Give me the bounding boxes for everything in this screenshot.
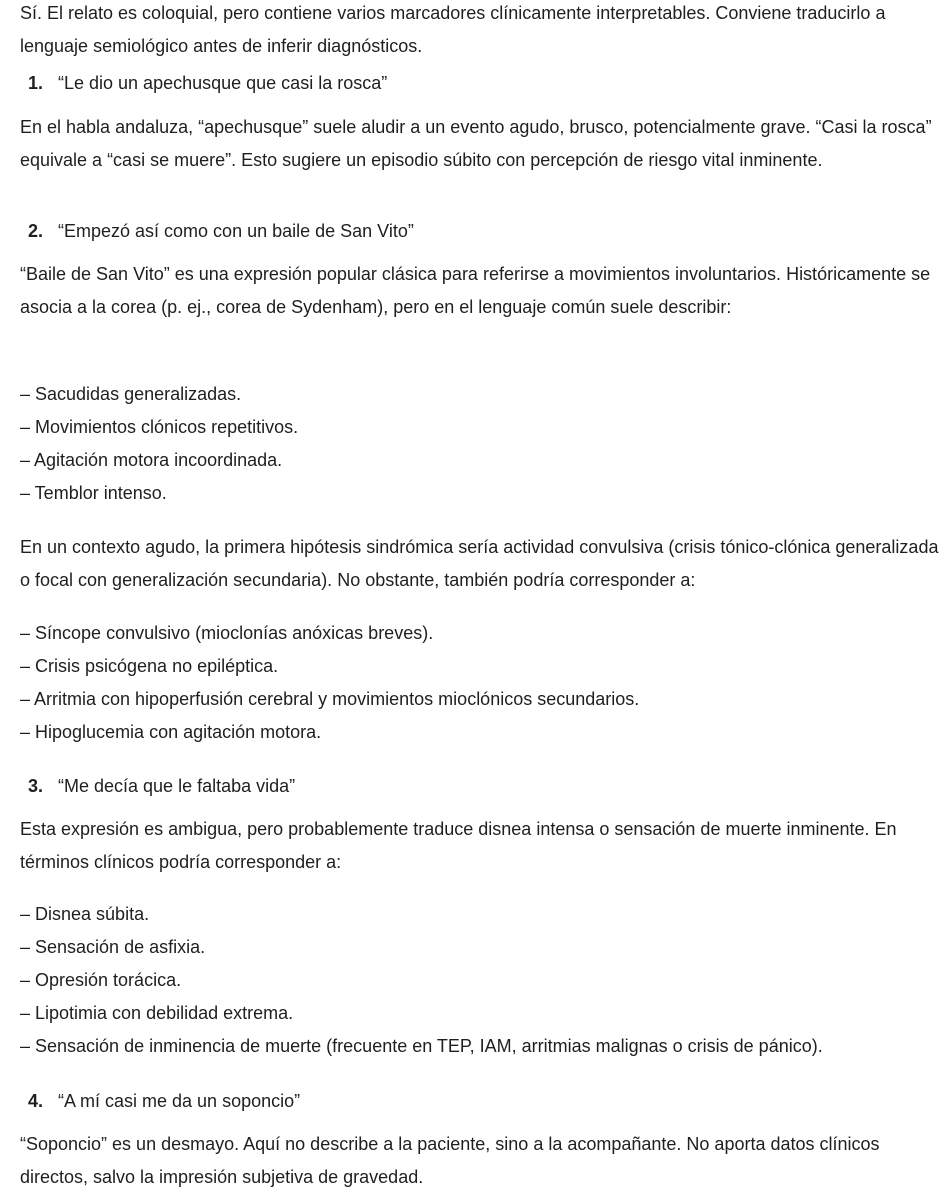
list-item: – Disnea súbita. bbox=[20, 904, 150, 924]
section-3-list-1 bbox=[20, 898, 941, 1063]
list-item: – Agitación motora incoordinada. bbox=[20, 450, 283, 470]
section-2-heading bbox=[28, 215, 414, 248]
section-3-paragraph: Esta expresión es ambigua, pero probablemente traduce disnea intensa o sensación de muerte inminente. En términos clínicos podría corresponder a: bbox=[20, 819, 897, 872]
list-item: – Sensación de asfixia. bbox=[20, 937, 206, 957]
section-2-paragraph: “Baile de San Vito” es una expresión popular clásica para referirse a movimientos involuntarios. Históricamente se asocia a la corea (p. ej., corea de Sydenham), pero en el lenguaje común suele describir: bbox=[20, 264, 931, 317]
list-item: – Hipoglucemia con agitación motora. bbox=[20, 722, 322, 742]
list-item: – Sacudidas generalizadas. bbox=[20, 384, 242, 404]
section-1-number: 1. bbox=[28, 73, 44, 93]
list-item: – Sensación de inminencia de muerte (frecuente en TEP, IAM, arritmias malignas o crisis de pánico). bbox=[20, 1036, 823, 1056]
section-3-number: 3. bbox=[28, 776, 44, 796]
section-4-paragraph-block bbox=[20, 1128, 941, 1194]
section-3-quote: “Me decía que le faltaba vida” bbox=[58, 776, 296, 796]
list-item: – Crisis psicógena no epiléptica. bbox=[20, 656, 279, 676]
section-2-paragraph-2-block bbox=[20, 531, 941, 597]
list-item: – Temblor intenso. bbox=[20, 483, 167, 503]
section-2-number: 2. bbox=[28, 221, 44, 241]
section-4-paragraph: “Soponcio” es un desmayo. Aquí no describe a la paciente, sino a la acompañante. No aporta datos clínicos directos, salvo la impresión subjetiva de gravedad. bbox=[20, 1134, 880, 1187]
section-3-heading bbox=[28, 770, 295, 803]
intro-paragraph-block bbox=[20, 0, 941, 63]
section-2-quote: “Empezó así como con un baile de San Vito” bbox=[58, 221, 414, 241]
section-4-quote: “A mí casi me da un soponcio” bbox=[58, 1091, 301, 1111]
section-2-list-1 bbox=[20, 378, 941, 510]
section-1-quote: “Le dio un apechusque que casi la rosca” bbox=[58, 73, 388, 93]
list-item: – Síncope convulsivo (mioclonías anóxicas breves). bbox=[20, 623, 434, 643]
section-1-heading bbox=[28, 67, 387, 100]
intro-paragraph: Sí. El relato es coloquial, pero contiene varios marcadores clínicamente interpretables. Conviene traducirlo a lenguaje semiológico antes de inferir diagnósticos. bbox=[20, 3, 886, 56]
list-item: – Lipotimia con debilidad extrema. bbox=[20, 1003, 294, 1023]
section-3-paragraph-block bbox=[20, 813, 941, 879]
list-item: – Arritmia con hipoperfusión cerebral y movimientos mioclónicos secundarios. bbox=[20, 689, 640, 709]
section-2-list-2 bbox=[20, 617, 941, 749]
section-1-paragraph-block bbox=[20, 111, 941, 177]
section-2-paragraph-block bbox=[20, 258, 941, 324]
section-2-paragraph-2: En un contexto agudo, la primera hipótesis sindrómica sería actividad convulsiva (crisis tónico-clónica generalizada o focal con generalización secundaria). No obstante, también podría corresponder a: bbox=[20, 537, 939, 590]
section-4-number: 4. bbox=[28, 1091, 44, 1111]
list-item: – Opresión torácica. bbox=[20, 970, 182, 990]
list-item: – Movimientos clónicos repetitivos. bbox=[20, 417, 299, 437]
section-4-heading bbox=[28, 1085, 300, 1118]
section-1-paragraph: En el habla andaluza, “apechusque” suele aludir a un evento agudo, brusco, potencialmente grave. “Casi la rosca” equivale a “casi se muere”. Esto sugiere un episodio súbito con percepción de riesgo vital inminente. bbox=[20, 117, 932, 170]
